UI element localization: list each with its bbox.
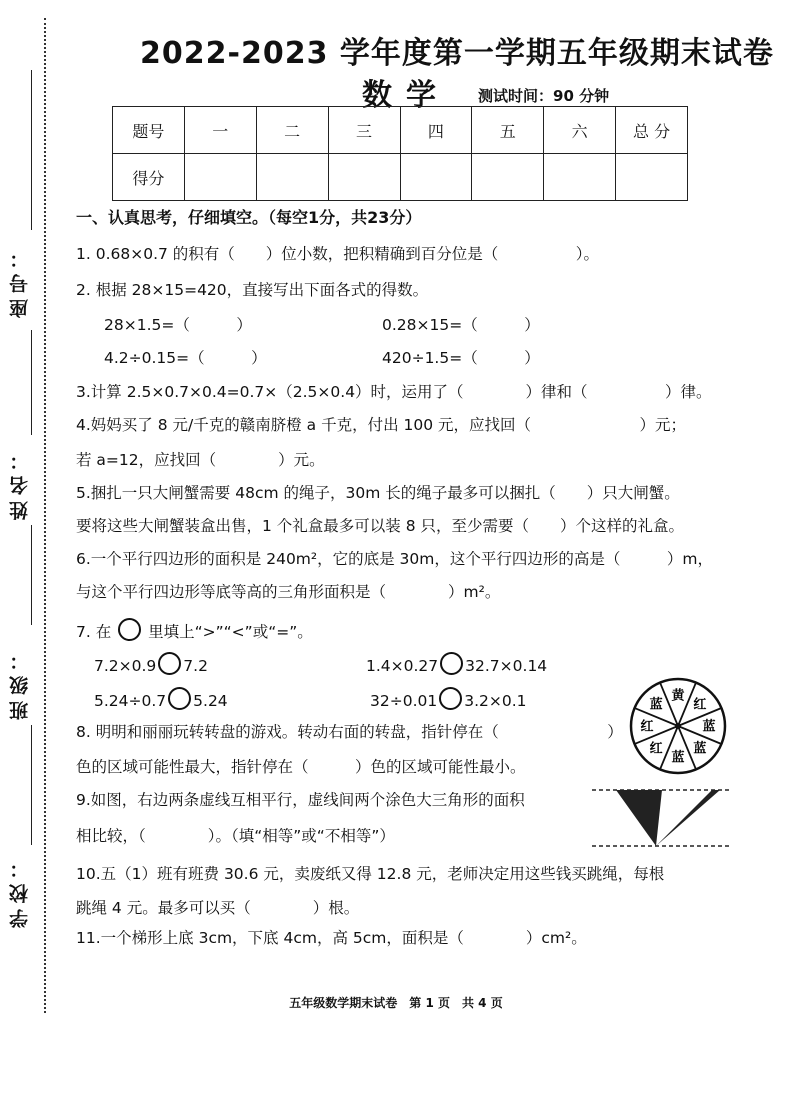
question-7a-left: 7.2×0.9 [94, 657, 157, 675]
score-input-cell[interactable] [328, 154, 400, 201]
question-2: 2. 根据 28×15=420，直接写出下面各式的得数。 [76, 281, 429, 299]
question-3: 3.计算 2.5×0.7×0.4=0.7×（2.5×0.4）时，运用了（ ）律和（ ）律。 [76, 383, 712, 401]
question-7b-left: 1.4×0.27 [366, 657, 439, 675]
spinner-sector-label: 蓝 [649, 697, 663, 713]
spinner-wheel [628, 676, 728, 776]
test-time: 测试时间：90 分钟 [478, 87, 610, 105]
answer-circle[interactable] [158, 652, 181, 675]
class-label: 班级： [9, 645, 31, 720]
name-label: 姓名： [9, 445, 31, 520]
answer-circle[interactable] [440, 652, 463, 675]
question-7-prefix: 7. 在 [76, 623, 112, 641]
class-blank[interactable] [31, 725, 32, 845]
question-8: 8. 明明和丽丽玩转转盘的游戏。转动右面的转盘，指针停在（ ） [76, 723, 623, 741]
question-7b-right: 32.7×0.14 [465, 657, 548, 675]
score-input-cell[interactable] [472, 154, 544, 201]
question-7a [94, 652, 208, 676]
score-table-cell: 题号 [113, 107, 185, 154]
answer-circle[interactable] [439, 687, 462, 710]
question-4-continued: 若 a=12，应找回（ ）元。 [76, 451, 325, 469]
question-7d-left: 32÷0.01 [370, 692, 438, 710]
question-9: 9.如图，右边两条虚线互相平行，虚线间两个涂色大三角形的面积 [76, 791, 525, 809]
question-7b [366, 652, 547, 676]
subject-title: 数学 [362, 78, 450, 113]
compare-circle-icon [118, 618, 141, 641]
page-footer: 五年级数学期末试卷 第 1 页 共 4 页 [289, 996, 503, 1010]
spinner-sector-label: 蓝 [693, 741, 707, 757]
question-7d [370, 687, 527, 711]
question-5: 5.捆扎一只大闸蟹需要 48cm 的绳子，30m 长的绳子最多可以捆扎（ ）只大闸蟹。 [76, 484, 680, 502]
shaded-triangle-right [656, 790, 720, 846]
question-4: 4.妈妈买了 8 元/千克的赣南脐橙 a 千克，付出 100 元，应找回（ ）元； [76, 416, 687, 434]
question-5-continued: 要将这些大闸蟹装盒出售，1 个礼盒最多可以装 8 只，至少需要（ ）个这样的礼盒。 [76, 517, 685, 535]
score-table-cell: 一 [184, 107, 256, 154]
question-2b: 0.28×15=（ ） [382, 316, 540, 334]
name-blank-2[interactable] [31, 525, 32, 625]
seat-label: 座号： [9, 243, 31, 318]
answer-circle[interactable] [168, 687, 191, 710]
spinner-sector-label: 蓝 [671, 750, 685, 766]
score-table-cell: 三 [328, 107, 400, 154]
spinner-pointer [675, 723, 681, 729]
score-table-score-row [113, 154, 688, 201]
spinner-sector-label: 蓝 [702, 719, 716, 735]
question-7c-left: 5.24÷0.7 [94, 692, 167, 710]
spinner-sector-label: 红 [640, 719, 654, 735]
school-label: 学校： [9, 853, 31, 928]
score-table-cell: 二 [256, 107, 328, 154]
score-input-cell[interactable] [400, 154, 472, 201]
spinner-sector-label: 黄 [671, 688, 685, 704]
parallel-lines-figure [592, 786, 732, 852]
exam-title: 2022-2023 学年度第一学期五年级期末试卷 [140, 36, 774, 71]
spinner-sector-label: 红 [649, 741, 663, 757]
question-7c-right: 5.24 [193, 692, 228, 710]
question-2d: 420÷1.5=（ ） [382, 349, 540, 367]
score-input-cell[interactable] [544, 154, 616, 201]
score-table [112, 106, 688, 201]
score-label-cell: 得分 [113, 154, 185, 201]
question-2c: 4.2÷0.15=（ ） [104, 349, 267, 367]
question-8-continued: 色的区域可能性最大，指针停在（ ）色的区域可能性最小。 [76, 758, 526, 776]
question-7a-right: 7.2 [183, 657, 208, 675]
question-10: 10.五（1）班有班费 30.6 元，卖废纸又得 12.8 元，老师决定用这些钱买跳绳，每根 [76, 865, 665, 883]
question-7-suffix: 里填上“>”“<”或“=”。 [148, 623, 313, 641]
score-table-cell: 总 分 [616, 107, 688, 154]
seat-blank[interactable] [31, 70, 32, 230]
question-9-continued: 相比较，（ ）。（填“相等”或“不相等”） [76, 827, 395, 845]
binding-margin-line [44, 18, 46, 1013]
question-6-continued: 与这个平行四边形等底等高的三角形面积是（ ）m²。 [76, 583, 501, 601]
section-1-title: 一、认真思考，仔细填空。（每空1分，共23分） [76, 208, 422, 227]
score-table-header-row [113, 107, 688, 154]
name-blank[interactable] [31, 330, 32, 435]
score-table-cell: 四 [400, 107, 472, 154]
question-7c [94, 687, 228, 711]
score-input-cell[interactable] [256, 154, 328, 201]
score-input-cell[interactable] [616, 154, 688, 201]
question-7 [76, 618, 313, 642]
score-table-cell: 五 [472, 107, 544, 154]
score-table-cell: 六 [544, 107, 616, 154]
shaded-triangle-left [616, 790, 662, 846]
score-input-cell[interactable] [184, 154, 256, 201]
question-1: 1. 0.68×0.7 的积有（ ）位小数，把积精确到百分位是（ ）。 [76, 245, 600, 263]
question-11: 11.一个梯形上底 3cm，下底 4cm，高 5cm，面积是（ ）cm²。 [76, 929, 587, 947]
spinner-sector-label: 红 [693, 697, 707, 713]
question-7d-right: 3.2×0.1 [464, 692, 527, 710]
question-6: 6.一个平行四边形的面积是 240m²，它的底是 30m，这个平行四边形的高是（ ）m， [76, 550, 713, 568]
question-10-continued: 跳绳 4 元。最多可以买（ ）根。 [76, 899, 360, 917]
question-2a: 28×1.5=（ ） [104, 316, 252, 334]
